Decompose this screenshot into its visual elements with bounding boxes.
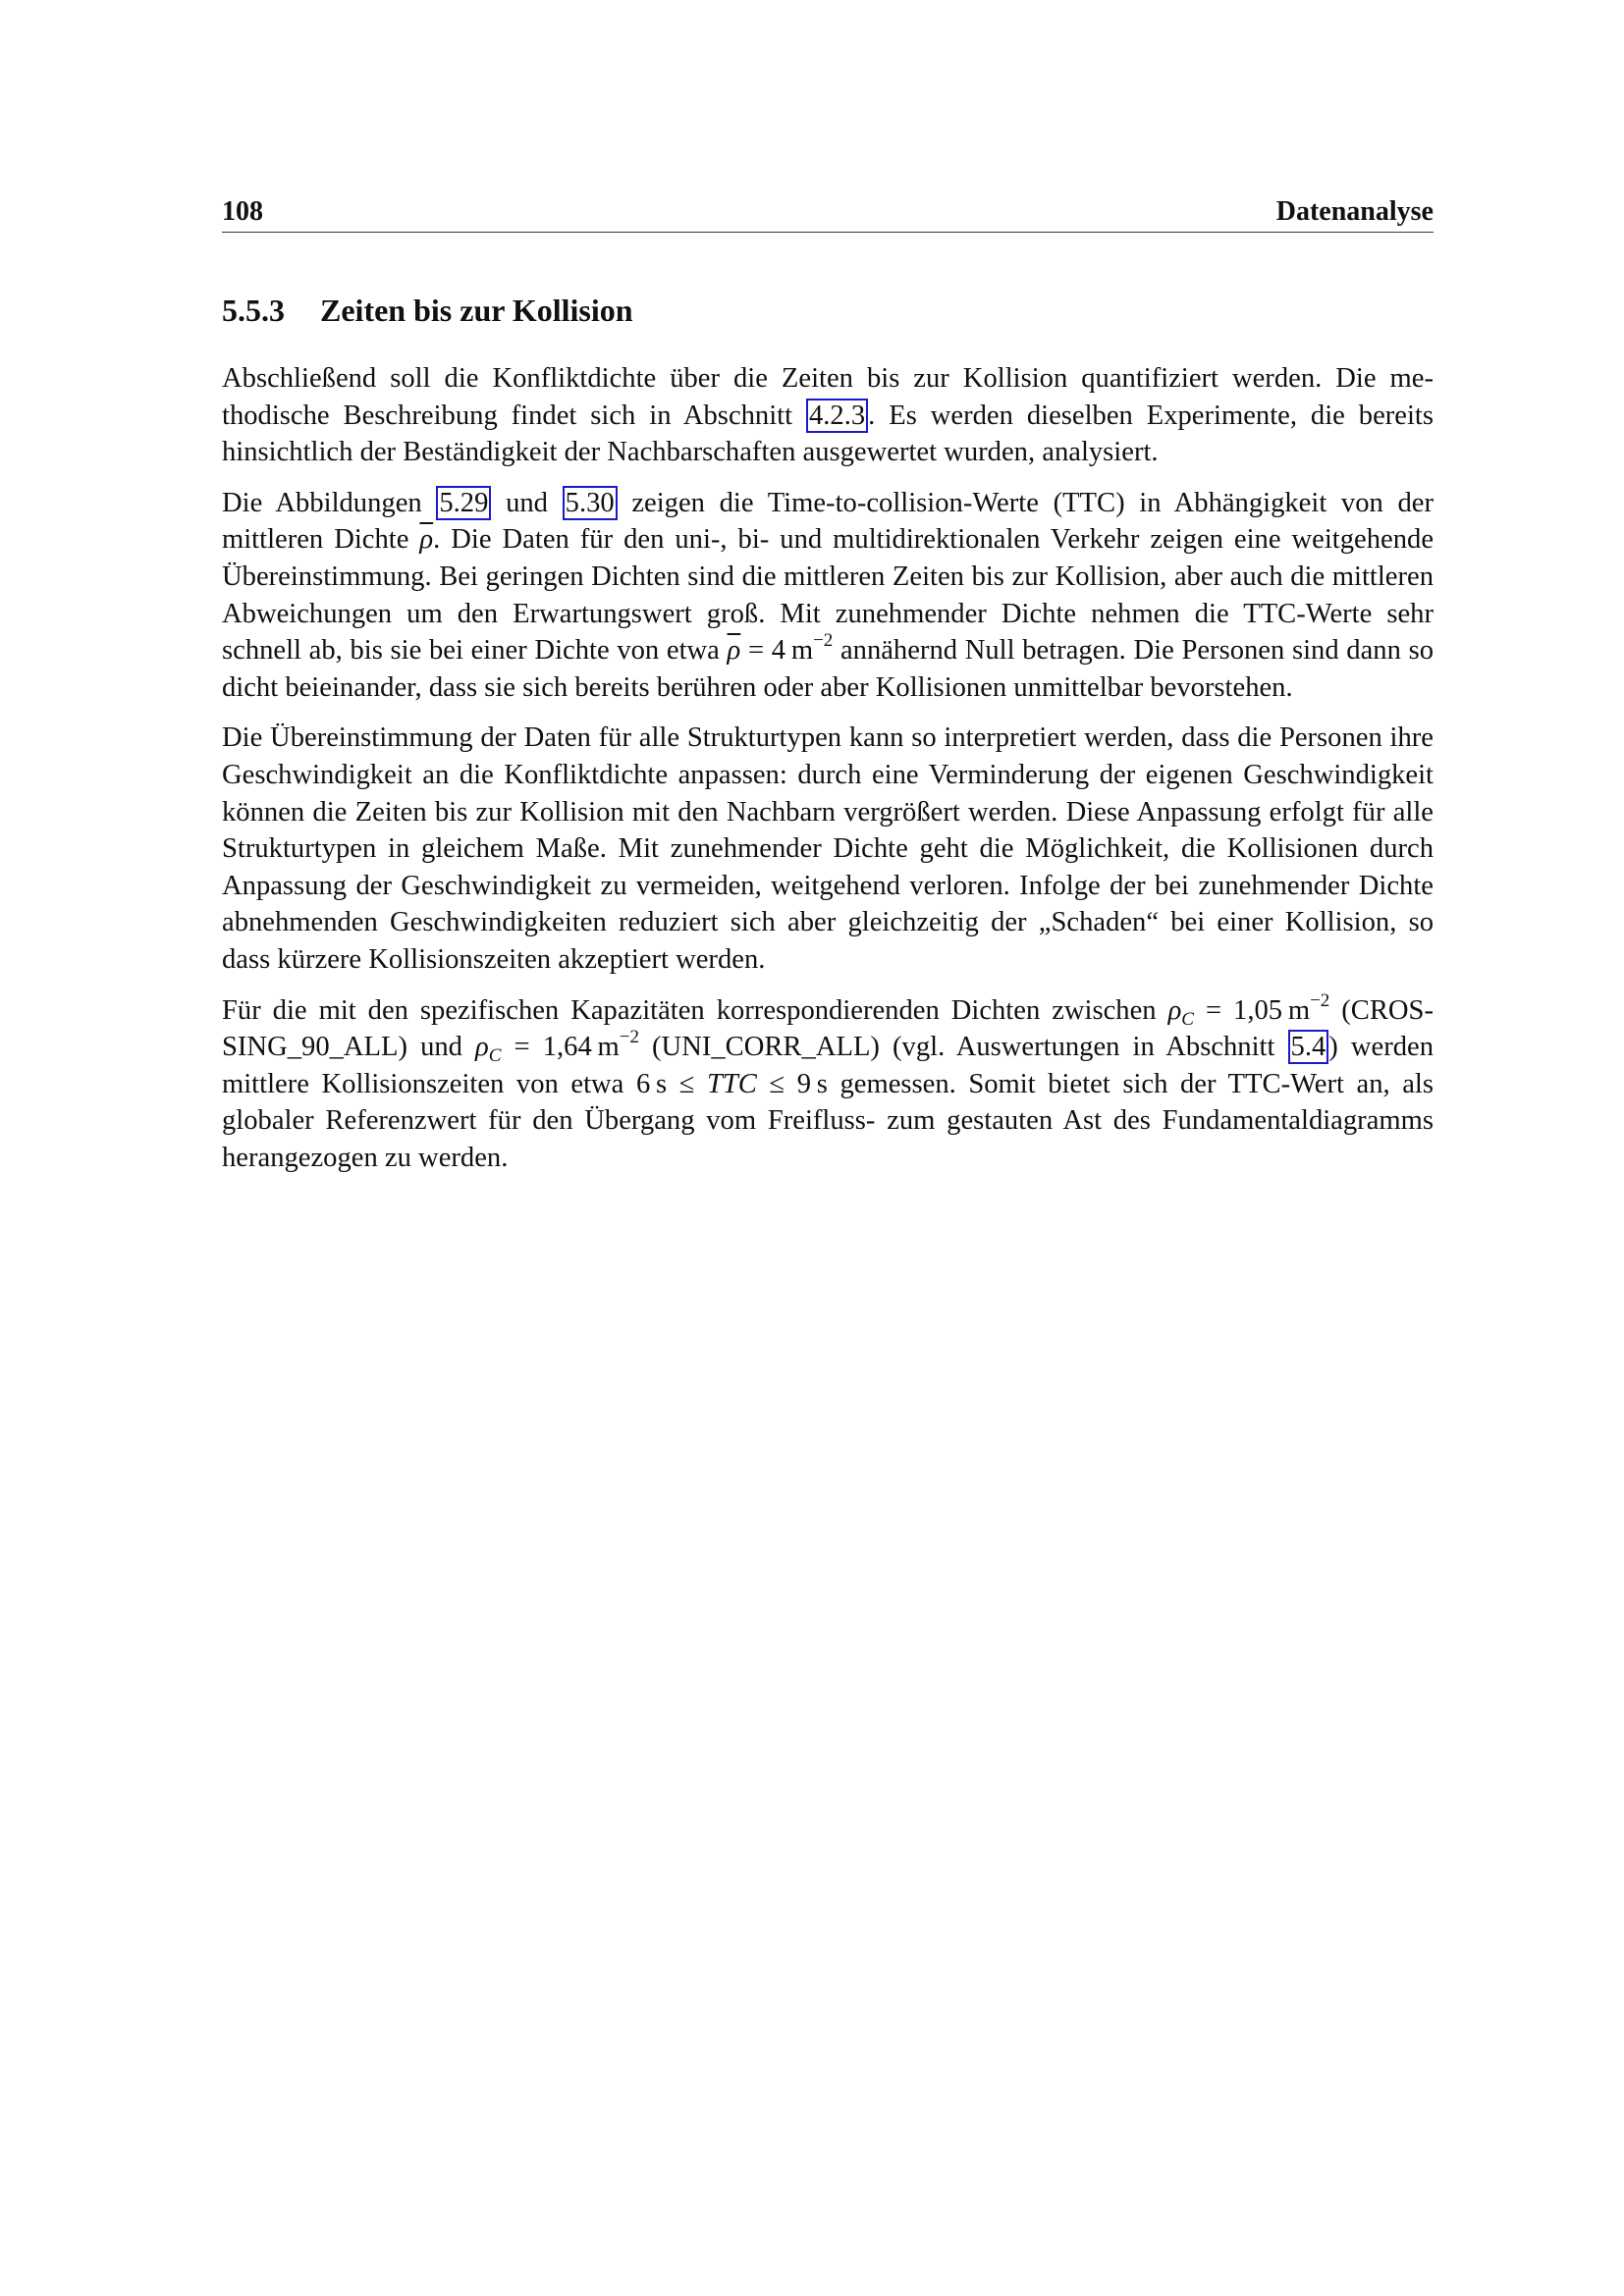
math-lower-bound: 6	[635, 1068, 651, 1099]
math-unit: m	[1287, 994, 1311, 1026]
math-subscript: C	[1181, 1008, 1194, 1030]
math-unit: m	[790, 635, 814, 667]
math-exponent: −2	[1310, 989, 1330, 1011]
math-rho: ρ	[1167, 994, 1182, 1026]
math-ttc: TTC	[706, 1068, 757, 1099]
text-span: zeigen die Time-to-collision-Werte (TTC) in Abhängigkeit von der mittleren Dichte	[222, 487, 1435, 556]
ref-link-figure-5-30[interactable]: 5.30	[563, 486, 618, 520]
ref-link-figure-5-29[interactable]: 5.29	[436, 486, 491, 520]
text-span: ) werden mittlere Kollisionszeiten von etwa	[222, 1032, 1435, 1099]
math-unit: s	[655, 1068, 668, 1099]
math-ttc-range	[636, 1069, 828, 1099]
paragraph-1	[222, 360, 1434, 471]
body-text	[222, 360, 1434, 1190]
section-heading	[222, 291, 1434, 330]
text-span: Die Abbildungen	[222, 487, 437, 518]
math-mean-density-symbol: $\overline{\rho}$	[419, 524, 434, 556]
text-span: . Es werden dieselben Experimente, die bereits hinsichtlich der Beständigkeit der Nachbarschaften ausgewertet wurden, analysiert.	[222, 400, 1434, 468]
ref-link-section-5-4[interactable]: 5.4	[1288, 1030, 1329, 1064]
section-number: 5.5.3	[222, 293, 285, 328]
math-unit: m	[597, 1032, 620, 1063]
text-span: (CROSSING_90_ALL) und	[222, 994, 1434, 1063]
ref-link-section-4-2-3[interactable]: 4.2.3	[806, 399, 868, 433]
page-number: 108	[222, 196, 263, 227]
page-header	[222, 192, 1434, 233]
math-rho: ρ	[475, 1032, 489, 1063]
math-equals-value: = 4	[740, 635, 786, 667]
math-exponent: −2	[813, 630, 834, 652]
text-span: und	[491, 487, 563, 518]
paragraph-3: Die Übereinstimmung der Daten für alle Strukturtypen kann so interpretiert werden, dass die Personen ihre Geschwindigkeit an die Konfliktdichte anpassen: durch eine Verminderung der eigenen Geschwindigkeit können die Zeiten bis zur Kollision mit den Nachbarn vergrößert werden. Diese Anpassung erfolgt für alle Strukturtypen in gleichem Maße. Mit zunehmender Dichte geht die Möglichkeit, die Kollisionen durch Anpassung der Geschwindigkeit zu vermeiden, weitgehend verloren. Infolge der bei zunehmender Dichte abnehmenden Geschwindigkeiten reduziert sich aber gleichzeitig der „Schaden“ bei einer Kollision, so dass kürzere Kollisionszeiten akzeptiert werden.	[222, 722, 1434, 975]
text-span: Abschließend soll die Konfliktdichte über die Zeiten bis zur Kollision quantifiziert werden. Die methodische Beschreibung findet sich in Abschnitt	[222, 363, 1434, 431]
math-capacity-density-corridor	[475, 1027, 639, 1067]
math-density-value	[727, 630, 834, 667]
section-title: Zeiten bis zur Kollision	[320, 293, 633, 328]
math-equals-value: = 1,05	[1193, 994, 1283, 1026]
paragraph-2	[222, 485, 1434, 707]
paragraph-4	[222, 989, 1435, 1177]
math-leq: ≤	[756, 1068, 797, 1099]
math-capacity-density-crossing	[1167, 989, 1330, 1030]
text-span: annähernd Null betragen. Die Personen sind dann so dicht beieinander, dass sie sich bereits berühren oder aber Kollisionen unmittelbar bevorstehen.	[222, 635, 1434, 703]
math-leq: ≤	[667, 1068, 707, 1099]
math-equals-value: = 1,64	[501, 1032, 592, 1063]
math-rho: $\overline{\rho}$	[727, 635, 741, 667]
math-subscript: C	[488, 1045, 502, 1067]
running-title: Datenanalyse	[1275, 196, 1434, 227]
math-unit: s	[816, 1068, 828, 1099]
math-exponent: −2	[619, 1027, 639, 1048]
math-upper-bound: 9	[796, 1068, 812, 1099]
text-span: gemessen. Somit bietet sich der TTC-Wert an, als globaler Referenzwert für den Übergang vom Freifluss- zum gestauten Ast des Fundamentaldiagramms herangezogen zu werden.	[222, 1068, 1434, 1173]
text-span: Für die mit den spezifischen Kapazitäten korrespondierenden Dichten zwischen	[222, 994, 1168, 1026]
text-span: (UNI_CORR_ALL) (vgl. Auswertungen in Abschnitt	[638, 1032, 1288, 1063]
text-span: . Die Daten für den uni-, bi- und multidirektionalen Verkehr zeigen eine weitgehende Übereinstimmung. Bei geringen Dichten sind die mittleren Zeiten bis zur Kollision, aber auch die mittleren Abweichungen um den Erwartungswert groß. Mit zunehmender Dichte nehmen die TTC-Werte sehr schnell ab, bis sie bei einer Dichte von etwa	[222, 524, 1435, 667]
